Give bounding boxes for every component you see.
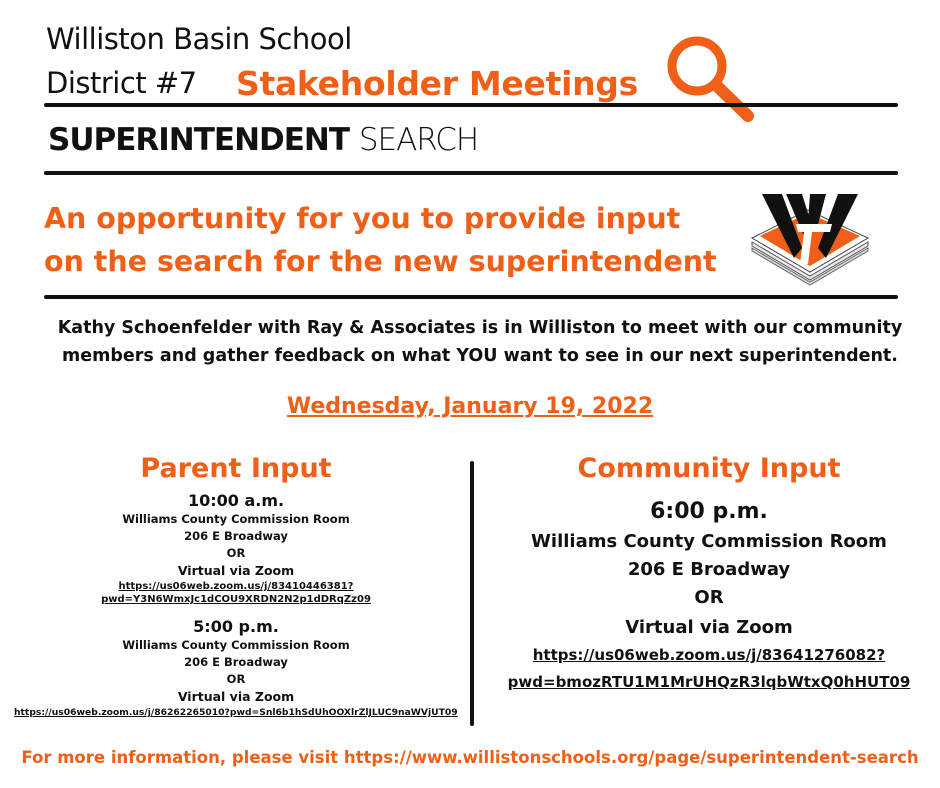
header-divider-3 xyxy=(44,295,898,299)
parent-session1-link-line2[interactable]: pwd=Y3N6WmxJc1dCOU9XRDN2N2p1dDRqZz09 xyxy=(101,594,371,605)
parent-session1-virtual: Virtual via Zoom xyxy=(177,563,295,578)
intro-line2: members and gather feedback on what YOU want to see in our next superintendent. xyxy=(62,346,898,366)
tagline xyxy=(44,197,717,283)
community-room: Williams County Commission Room xyxy=(531,531,887,552)
parent-session2-room: Williams County Commission Room xyxy=(122,638,350,652)
community-zoom-link[interactable] xyxy=(478,642,940,696)
parent-input-column xyxy=(0,453,472,719)
parent-input-title: Parent Input xyxy=(140,453,332,484)
community-input-title: Community Input xyxy=(577,453,841,484)
parent-session1-or: OR xyxy=(226,546,246,560)
search-heading-thin: SEARCH xyxy=(358,122,479,158)
parent-session1-zoom-link[interactable] xyxy=(0,580,472,606)
community-or: OR xyxy=(694,587,724,608)
community-time: 6:00 p.m. xyxy=(650,499,768,524)
parent-session2-zoom-link[interactable]: https://us06web.zoom.us/j/86262265010?pwd=Snl6b1hSdUhOOXlrZlJLUC9naWVjUT09 xyxy=(14,707,458,718)
parent-session1-link-line1[interactable]: https://us06web.zoom.us/j/83410446381? xyxy=(118,581,354,592)
community-link-line1[interactable]: https://us06web.zoom.us/j/83641276082? xyxy=(532,646,886,664)
district-name-line1: Williston Basin School xyxy=(46,22,352,56)
community-input-column xyxy=(478,453,940,696)
parent-session1-time: 10:00 a.m. xyxy=(187,491,285,510)
tagline-line2: on the search for the new superintendent xyxy=(44,245,717,278)
parent-session1-address: 206 E Broadway xyxy=(184,529,288,543)
district-logo-icon xyxy=(746,186,876,286)
column-divider xyxy=(470,461,474,726)
parent-session1-room: Williams County Commission Room xyxy=(122,512,350,526)
footer-info: For more information, please visit https://www.willistonschools.org/page/superintendent-search xyxy=(21,748,919,767)
intro-line1: Kathy Schoenfelder with Ray & Associates is in Williston to meet with our community xyxy=(57,318,903,338)
district-name-line2: District #7 xyxy=(46,66,197,100)
community-link-line2[interactable]: pwd=bmozRTU1M1MrUHQzR3lqbWtxQ0hHUT09 xyxy=(507,673,911,691)
community-virtual: Virtual via Zoom xyxy=(625,617,793,638)
tagline-line1: An opportunity for you to provide input xyxy=(44,202,681,235)
community-address: 206 E Broadway xyxy=(627,559,791,580)
meeting-date: Wednesday, January 19, 2022 xyxy=(286,394,654,419)
superintendent-search-heading xyxy=(48,122,478,158)
header-divider-2 xyxy=(44,171,898,175)
stakeholder-title: Stakeholder Meetings xyxy=(236,64,638,103)
parent-session2-virtual: Virtual via Zoom xyxy=(177,689,295,704)
parent-session2-or: OR xyxy=(226,672,246,686)
search-heading-bold: SUPERINTENDENT xyxy=(48,122,350,158)
intro-text xyxy=(30,314,930,370)
parent-session2-address: 206 E Broadway xyxy=(184,655,288,669)
magnifier-icon xyxy=(662,30,762,128)
header-divider-1 xyxy=(44,103,898,107)
parent-session2-time: 5:00 p.m. xyxy=(193,617,279,636)
